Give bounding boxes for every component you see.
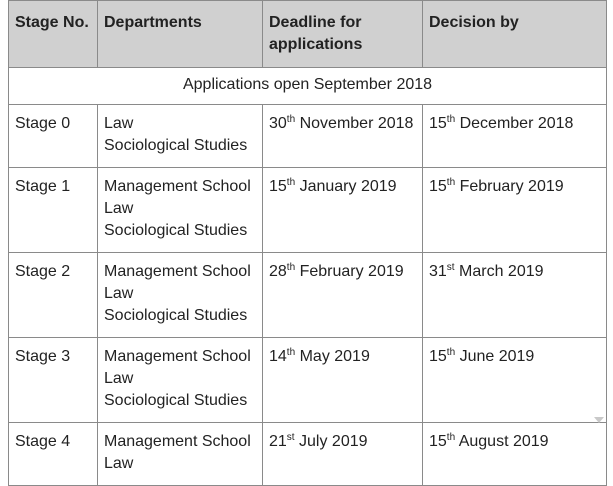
decision-day: 15 (429, 178, 447, 195)
header-decision-by: Decision by (423, 1, 607, 68)
stage-cell: Stage 3 (9, 338, 98, 423)
deadline-cell (263, 253, 423, 338)
deadline-ordinal: th (286, 177, 296, 188)
deadline-cell (263, 105, 423, 168)
deadline-day: 28 (269, 263, 287, 280)
decision-month-year: December 2018 (455, 115, 574, 132)
department-name: Law (104, 285, 134, 302)
deadline-month-year: January 2019 (295, 178, 397, 195)
decision-ordinal: th (446, 114, 456, 125)
deadline-day: 21 (269, 433, 287, 450)
header-stage-no: Stage No. (9, 1, 98, 68)
decision-cell (423, 253, 607, 338)
table-row (9, 105, 607, 168)
deadline-day: 15 (269, 178, 287, 195)
deadline-ordinal: st (286, 432, 295, 443)
deadline-cell (263, 423, 423, 486)
department-name: Law (104, 455, 134, 472)
banner-row (9, 68, 607, 105)
decision-day: 15 (429, 348, 447, 365)
stage-cell: Stage 2 (9, 253, 98, 338)
department-name: Sociological Studies (104, 392, 248, 409)
department-name: Law (104, 370, 134, 387)
header-departments: Departments (98, 1, 263, 68)
deadline-ordinal: th (286, 114, 296, 125)
decision-month-year: June 2019 (455, 348, 535, 365)
departments-cell (98, 338, 263, 423)
deadline-cell (263, 338, 423, 423)
stage-cell: Stage 1 (9, 168, 98, 253)
deadline-month-year: July 2019 (294, 433, 368, 450)
departments-cell (98, 253, 263, 338)
departments-cell (98, 168, 263, 253)
deadline-month-year: May 2019 (295, 348, 370, 365)
deadline-ordinal: th (286, 347, 296, 358)
table-row (9, 168, 607, 253)
deadline-day: 14 (269, 348, 287, 365)
table-header-row (9, 1, 607, 68)
applications-open-banner: Applications open September 2018 (9, 68, 607, 105)
header-deadline: Deadline for applications (263, 1, 423, 68)
decision-cell (423, 105, 607, 168)
departments-cell (98, 105, 263, 168)
decision-day: 15 (429, 433, 447, 450)
table-row (9, 338, 607, 423)
decision-cell (423, 423, 607, 486)
decision-ordinal: st (446, 262, 455, 273)
decision-month-year: February 2019 (455, 178, 564, 195)
deadline-ordinal: th (286, 262, 296, 273)
decision-ordinal: th (446, 177, 456, 188)
decision-day: 31 (429, 263, 447, 280)
deadline-month-year: November 2018 (295, 115, 414, 132)
decision-cell (423, 168, 607, 253)
table-row (9, 423, 607, 486)
decision-day: 15 (429, 115, 447, 132)
department-name: Management School (104, 433, 251, 450)
stage-cell: Stage 0 (9, 105, 98, 168)
deadline-day: 30 (269, 115, 287, 132)
deadline-month-year: February 2019 (295, 263, 404, 280)
department-name: Sociological Studies (104, 137, 248, 154)
deadline-cell (263, 168, 423, 253)
decision-ordinal: th (446, 432, 456, 443)
department-name: Law (104, 115, 134, 132)
departments-cell (98, 423, 263, 486)
table-row (9, 253, 607, 338)
stage-cell: Stage 4 (9, 423, 98, 486)
department-name: Sociological Studies (104, 307, 248, 324)
department-name: Sociological Studies (104, 222, 248, 239)
decision-ordinal: th (446, 347, 456, 358)
department-name: Law (104, 200, 134, 217)
decision-month-year: March 2019 (454, 263, 544, 280)
department-name: Management School (104, 263, 251, 280)
decision-cell (423, 338, 607, 423)
chevron-down-icon[interactable] (594, 417, 604, 423)
application-deadlines-table (8, 0, 607, 486)
decision-month-year: August 2019 (455, 433, 549, 450)
department-name: Management School (104, 178, 251, 195)
department-name: Management School (104, 348, 251, 365)
